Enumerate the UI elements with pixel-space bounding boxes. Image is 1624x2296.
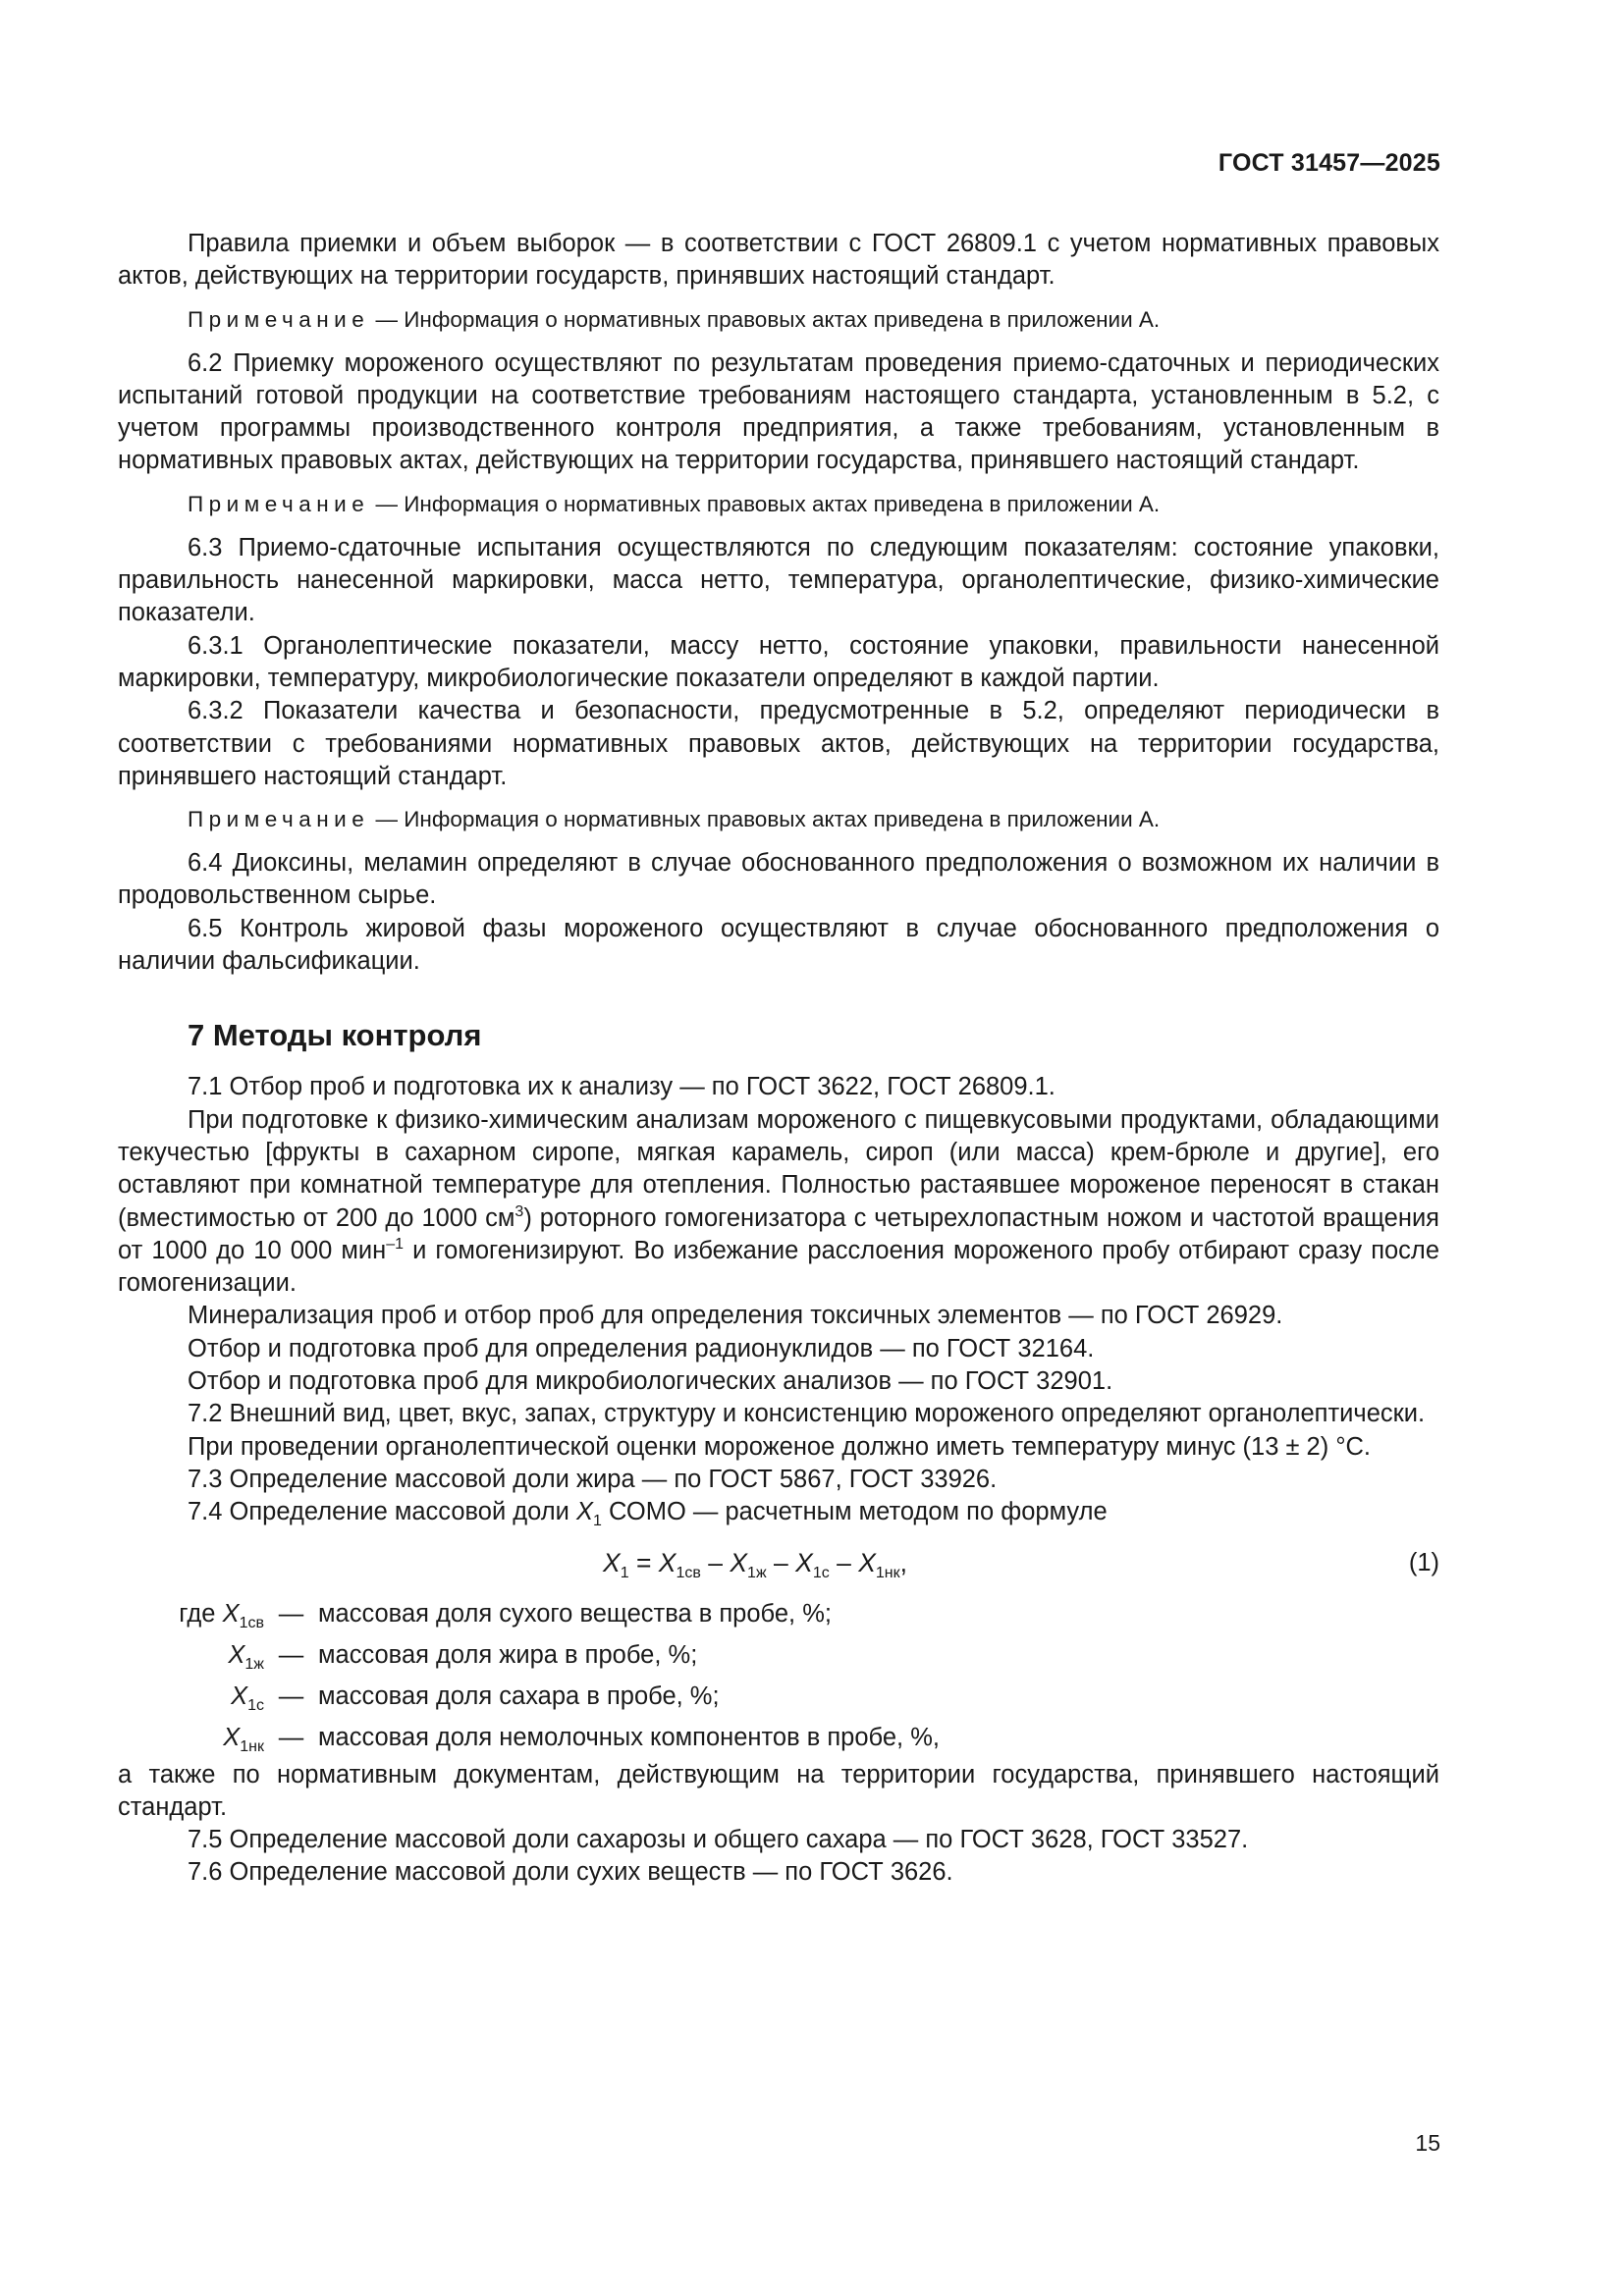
paragraph-6-5: 6.5 Контроль жировой фазы мороженого осуществляют в случае обоснованного предположения о наличии фальсификации.	[118, 914, 1439, 976]
legend-text: массовая доля сухого вещества в пробе, %;	[318, 1599, 832, 1628]
paragraph-7-1: 7.1 Отбор проб и подготовка их к анализу — по ГОСТ 3622, ГОСТ 26809.1.	[188, 1073, 1056, 1101]
note-label: Примечание	[188, 807, 370, 832]
legend-symbol	[118, 1639, 264, 1681]
paragraph-7-2: 7.2 Внешний вид, цвет, вкус, запах, структуру и консистенцию мороженого определяют органолептически.	[188, 1400, 1426, 1428]
paragraph-7-1-preparation	[118, 1104, 1439, 1301]
legend-row	[118, 1681, 940, 1722]
paragraph-7-4	[118, 1496, 1439, 1528]
variable-x: X	[603, 1547, 621, 1577]
variable-x: X	[228, 1640, 245, 1669]
paragraph-7-3: 7.3 Определение массовой доли жира — по ГОСТ 5867, ГОСТ 33926.	[188, 1465, 998, 1493]
variable-x: X	[576, 1498, 594, 1526]
subscript: 1св	[239, 1614, 264, 1631]
formula-number: (1)	[1408, 1548, 1439, 1576]
subscript: 1	[620, 1564, 629, 1581]
note-label: Примечание	[188, 491, 370, 516]
section-heading-7: 7 Методы контроля	[188, 1018, 482, 1053]
paragraph-7-6: 7.6 Определение массовой доли сухих веществ — по ГОСТ 3626.	[188, 1858, 953, 1887]
page-number: 15	[1415, 2130, 1440, 2156]
note-text: — Информация о нормативных правовых актах приведена в приложении А.	[375, 491, 1161, 516]
page-body	[118, 228, 1439, 1890]
document-code-header: ГОСТ 31457—2025	[1218, 149, 1440, 177]
legend-symbol	[118, 1598, 264, 1639]
legend-row	[118, 1722, 940, 1763]
superscript: –1	[386, 1235, 405, 1253]
paragraph-6-2: 6.2 Приемку мороженого осуществляют по результатам проведения приемо-сдаточных и периодических испытаний готовой продукции на соответствие требованиям настоящего стандарта, установленным в 5.2, с учетом программы производственного контроля предприятия, а также требованиям, установленным в нормативных правовых актах, действующих на территории государства, принявшего настоящий стандарт.	[118, 348, 1439, 475]
legend-symbol	[118, 1681, 264, 1722]
note-3	[118, 805, 1439, 834]
superscript: 3	[514, 1202, 524, 1220]
legend-dash: —	[278, 1682, 304, 1710]
subscript: 1ж	[244, 1655, 264, 1673]
legend-symbol	[118, 1722, 264, 1763]
legend-text: массовая доля сахара в пробе, %;	[318, 1682, 720, 1710]
text-run: При подготовке к физико-химическим анализам мороженого с пищевкусовыми продуктами, обладающими текучестью [фрукты в сахарном сиропе, мягкая карамель, сироп (или масса) крем-брюле и другие], его оставляют при комнатной температуре для отепления. Полностью растаявшее мороженое переносят в стакан (вместимостью от 200 до 1000 см	[118, 1105, 1439, 1232]
legend-dash: —	[278, 1599, 304, 1628]
note-text: — Информация о нормативных правовых актах приведена в приложении А.	[375, 807, 1161, 832]
variable-x: X	[795, 1547, 813, 1577]
note-label: Примечание	[188, 306, 370, 332]
legend-text: массовая доля жира в пробе, %;	[318, 1640, 698, 1669]
subscript: 1нк	[875, 1564, 900, 1581]
text-run: и гомогенизируют. Во избежание расслоения мороженого пробу отбирают сразу после гомогенизации.	[118, 1236, 1439, 1298]
text-run: 7.4 Определение массовой доли	[188, 1498, 577, 1526]
minus-sign: –	[829, 1547, 859, 1577]
note-1	[118, 305, 1439, 335]
variable-x: X	[223, 1723, 241, 1751]
formula-1	[118, 1537, 1439, 1588]
formula-legend	[118, 1598, 940, 1763]
note-2	[118, 490, 1439, 519]
paragraph-6-3-2: 6.3.2 Показатели качества и безопасности, предусмотренные в 5.2, определяют периодически в соответствии с требованиями нормативных правовых актов, действующих на территории государства, принявшего настоящий стандарт.	[118, 697, 1439, 790]
variable-x: X	[658, 1547, 677, 1577]
note-text: — Информация о нормативных правовых актах приведена в приложении А.	[375, 306, 1161, 332]
subscript: 1с	[812, 1564, 830, 1581]
equals-sign: =	[628, 1547, 659, 1577]
legend-row	[118, 1598, 940, 1639]
variable-x: X	[858, 1547, 876, 1577]
comma: ,	[899, 1547, 907, 1577]
variable-x: X	[730, 1547, 748, 1577]
text-run: СОМО — расчетным методом по формуле	[601, 1498, 1108, 1526]
paragraph-6-3: 6.3 Приемо-сдаточные испытания осуществляются по следующим показателям: состояние упаковки, правильность нанесенной маркировки, масса нетто, температура, органолептические, физико-химические показатели.	[118, 533, 1439, 627]
subscript: 1св	[676, 1564, 701, 1581]
minus-sign: –	[700, 1547, 731, 1577]
legend-text: массовая доля немолочных компонентов в пробе, %,	[318, 1723, 940, 1751]
variable-x: X	[231, 1682, 248, 1710]
subscript: 1нк	[240, 1737, 264, 1755]
where-prefix: где	[179, 1599, 216, 1628]
paragraph-7-5: 7.5 Определение массовой доли сахарозы и общего сахара — по ГОСТ 3628, ГОСТ 33527.	[188, 1826, 1249, 1854]
minus-sign: –	[766, 1547, 796, 1577]
paragraph-after-legend: а также по нормативным документам, действующим на территории государства, принявшего настоящий стандарт.	[118, 1760, 1439, 1821]
subscript: 1	[593, 1513, 602, 1530]
paragraph-acceptance-rules: Правила приемки и объем выборок — в соответствии с ГОСТ 26809.1 с учетом нормативных правовых актов, действующих на территории государств, принявших настоящий стандарт.	[118, 230, 1439, 291]
subscript: 1с	[247, 1696, 264, 1714]
legend-row	[118, 1639, 940, 1681]
text-run: ) роторного гомогенизатора с четырехлопастным ножом и частотой вращения от 1000 до 10 000 мин	[118, 1203, 1439, 1264]
variable-x: X	[222, 1599, 240, 1628]
legend-dash: —	[278, 1640, 304, 1669]
subscript: 1ж	[747, 1564, 767, 1581]
paragraph-7-1-mineralization: Минерализация проб и отбор проб для определения токсичных элементов — по ГОСТ 26929.	[188, 1302, 1283, 1330]
legend-dash: —	[278, 1723, 304, 1751]
paragraph-6-3-1: 6.3.1 Органолептические показатели, массу нетто, состояние упаковки, правильности нанесенной маркировки, температуру, микробиологические показатели определяют в каждой партии.	[118, 631, 1439, 692]
paragraph-7-1-microbiology: Отбор и подготовка проб для микробиологических анализов — по ГОСТ 32901.	[188, 1367, 1113, 1396]
paragraph-6-4: 6.4 Диоксины, меламин определяют в случае обоснованного предположения о возможном их наличии в продовольственном сырье.	[118, 849, 1439, 910]
paragraph-7-2-temperature: При проведении органолептической оценки мороженое должно иметь температуру минус (13 ± 2) °С.	[188, 1432, 1372, 1461]
formula-expression	[603, 1547, 907, 1579]
paragraph-7-1-radionuclides: Отбор и подготовка проб для определения радионуклидов — по ГОСТ 32164.	[188, 1334, 1095, 1362]
